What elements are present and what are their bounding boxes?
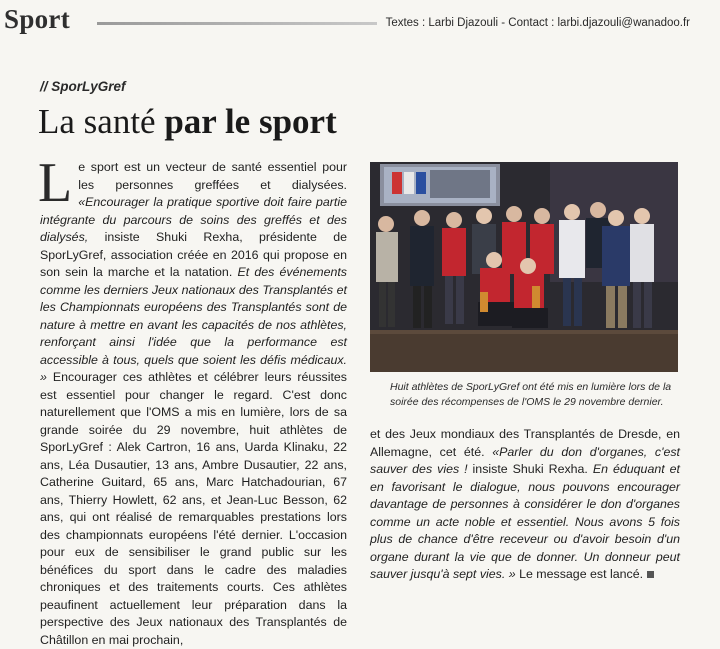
- athletes-photo-illustration: [370, 162, 678, 372]
- left-text-run: «Encourager la pratique sportive doit faire partie intégrante du parcours de soins des greffés et des dialysés,: [40, 195, 347, 244]
- right-paragraph: [370, 426, 680, 584]
- photo-caption: Huit athlètes de SporLyGref ont été mis en lumière lors de la soirée des récompenses de l'OMS le 29 novembre dernier.: [390, 381, 672, 408]
- article-headline: [38, 102, 337, 142]
- left-text-run: e sport est un vecteur de santé essentiel pour les personnes greffées et dialysées.: [78, 160, 347, 192]
- article-column-left: [38, 152, 347, 649]
- credits-line: Textes : Larbi Djazouli - Contact : larbi.djazouli@wanadoo.fr: [385, 17, 690, 29]
- section-title: Sport: [4, 4, 71, 34]
- right-text-run: insiste Shuki Rexha.: [467, 462, 593, 476]
- article-kicker: // SporLyGref: [40, 79, 126, 94]
- right-text-run: Le message est lancé.: [515, 567, 644, 581]
- header-rule: [97, 22, 377, 25]
- headline-regular: La santé: [38, 102, 165, 141]
- left-text-run: Et des événements comme les derniers Jeux nationaux des Transplantés et les Championnats européens des Transplantés sont de nature à mettre en avant les capacités de nos athlètes, renforçant ainsi l'idée que la performance est accessible à tous, quels que soient les défis médicaux. »: [40, 265, 347, 384]
- athletes-photo: [370, 162, 678, 372]
- right-text-run: En éduquant et en favorisant le dialogue, nous pouvons encourager davantage de personnes à considérer le don d'organes comme un acte noble et essentiel. Nous avons 5 fois plus de chance d'être receveur ou d'avoir besoin d'un organe durant la vie que de donner. Un donneur peut sauver jusqu'à sept vies. »: [370, 462, 680, 581]
- left-text-run: Encourager ces athlètes et célébrer leurs réussites est essentiel pour changer le regard. C'est donc naturellement que l'OMS a mis en lumière, lors de sa grande soirée du 29 novembre, huit athlètes de SporLyGref : Alek Cartron, 16 ans, Uarda Klinaku, 22 ans, Léa Dusautier, 13 ans, Ambre Dusautier, 22 ans, Catherine Guitard, 65 ans, Marc Hatchadourian, 67 ans, Thierry Howlett, 62 ans, et Jean-Luc Besson, 62 ans, qui ont réalisé de remarquables prestations lors des championnats européens l'été dernier. L'occasion pour eux de sensibiliser le grand public sur les bénéfices du sport dans le cadre des maladies chroniques et des traitements courts. Ces athlètes peaufinent actuellement leur préparation dans la perspective des Jeux nationaux des Transplantés de Châtillon en mai prochain,: [40, 370, 347, 647]
- headline-bold: par le sport: [164, 102, 337, 141]
- left-text-run: insiste Shuki Rexha, présidente de SporLyGref, association créée en 2016 qui propose en son sein la marche et la natation.: [40, 230, 347, 279]
- end-of-article-mark: [647, 571, 654, 578]
- right-text-run: et des Jeux mondiaux des Transplantés de Dresde, en Allemagne, cet été.: [370, 427, 680, 459]
- article-column-right: [370, 426, 680, 584]
- drop-cap: L: [38, 152, 73, 214]
- right-text-run: «Parler du don d'organes, c'est sauver des vies !: [370, 444, 680, 476]
- left-paragraph: [38, 152, 347, 649]
